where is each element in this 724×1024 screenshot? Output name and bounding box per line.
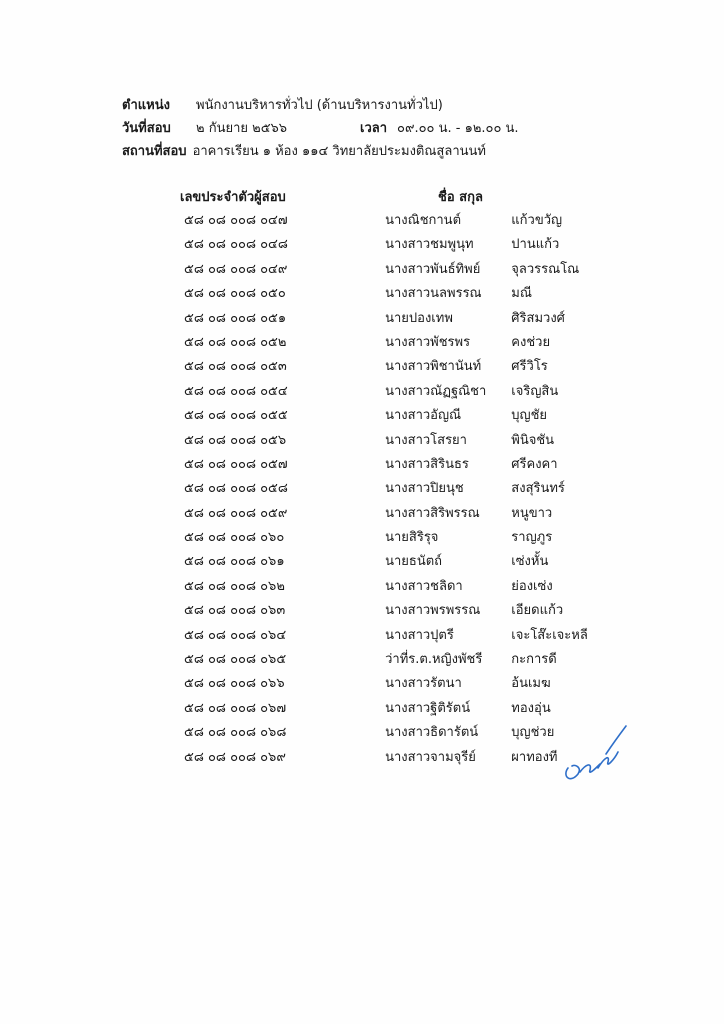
table-row [180,307,600,331]
candidate-id: ๕๘ ๐๘ ๐๐๘ ๐๕๔ [184,383,288,399]
candidate-first-name: นางสาวอัญณี [385,408,462,424]
candidate-first-name: นางสาวปิยนุช [385,481,464,497]
signature-mark [558,724,628,784]
table-row [180,355,600,379]
table-row [180,575,600,599]
table-row [180,282,600,306]
date-value: ๒ กันยาย ๒๕๖๖ [196,121,288,136]
candidate-last-name: พินิจชัน [511,432,555,448]
time-value: ๐๙.๐๐ น. - ๑๒.๐๐ น. [397,121,519,136]
candidate-id: ๕๘ ๐๘ ๐๐๘ ๐๕๕ [184,408,288,424]
candidate-last-name: บุญช่วย [511,725,555,741]
candidate-last-name: ปานแก้ว [511,237,560,253]
candidate-last-name: ศิริสมวงศ์ [511,310,565,326]
table-row [180,721,600,745]
time-label: เวลา [360,121,388,136]
candidate-id: ๕๘ ๐๘ ๐๐๘ ๐๖๒ [184,578,285,594]
candidate-last-name: เอียดแก้ว [511,603,564,619]
table-row [180,599,600,623]
candidate-last-name: ศรีวิโร [511,359,548,375]
candidate-last-name: ทองอุ่น [511,700,551,716]
table-row [180,258,600,282]
candidate-first-name: นางสาวณัฏฐณิชา [385,383,487,399]
candidate-last-name: เจะโส๊ะเจะหลี [511,627,588,643]
place-line [122,140,519,163]
candidate-last-name: สงสุรินทร์ [511,481,565,497]
column-header-name: ชื่อ สกุล [438,190,483,205]
candidate-last-name: ศรีคงคา [511,456,558,472]
table-row [180,477,600,501]
candidate-first-name: ว่าที่ร.ต.หญิงพัชรี [385,652,483,668]
candidate-first-name: นางสาวชมพูนุท [385,237,474,253]
position-value: พนักงานบริหารทั่วไป (ด้านบริหารงานทั่วไป) [196,98,443,113]
candidate-last-name: หนูขาว [511,505,553,521]
candidate-first-name: นางสาวธิดารัตน์ [385,725,479,741]
candidate-last-name: มณี [511,286,532,302]
candidate-id: ๕๘ ๐๘ ๐๐๘ ๐๖๖ [184,676,285,692]
candidate-id: ๕๘ ๐๘ ๐๐๘ ๐๖๕ [184,652,287,668]
candidate-id: ๕๘ ๐๘ ๐๐๘ ๐๕๐ [184,286,286,302]
candidate-last-name: อ้นเมฆ [511,676,551,692]
date-label: วันที่สอบ [122,121,171,136]
candidate-id: ๕๘ ๐๘ ๐๐๘ ๐๖๘ [184,725,287,741]
table-row [180,672,600,696]
table-row [180,429,600,453]
table-row [180,502,600,526]
table-row [180,624,600,648]
candidate-last-name: เจริญสิน [511,383,559,399]
candidate-last-name: ผาทองที [511,749,558,765]
table-row [180,233,600,257]
candidate-first-name: นายธนัตถ์ [385,554,443,570]
date-line [122,117,519,140]
place-label: สถานที่สอบ [122,144,187,159]
candidate-first-name: นางสาวนลพรรณ [385,286,482,302]
candidate-first-name: นางสาวรัตนา [385,676,462,692]
table-body [180,209,600,770]
candidate-first-name: นางสาวพิชานันท์ [385,359,482,375]
table-header [180,187,600,209]
candidate-table [180,187,600,770]
candidate-first-name: นางสาวโสรยา [385,432,467,448]
candidate-first-name: นางสาวสิรินธร [385,456,469,472]
table-row [180,404,600,428]
table-row [180,380,600,404]
candidate-id: ๕๘ ๐๘ ๐๐๘ ๐๕๖ [184,432,287,448]
candidate-id: ๕๘ ๐๘ ๐๐๘ ๐๕๓ [184,359,287,375]
table-row [180,331,600,355]
candidate-id: ๕๘ ๐๘ ๐๐๘ ๐๖๙ [184,749,286,765]
candidate-id: ๕๘ ๐๘ ๐๐๘ ๐๕๗ [184,456,288,472]
candidate-id: ๕๘ ๐๘ ๐๐๘ ๐๔๘ [184,237,288,253]
candidate-last-name: กะการดี [511,652,557,668]
candidate-last-name: เซ่งหั้น [511,554,549,570]
table-row [180,746,600,770]
candidate-id: ๕๘ ๐๘ ๐๐๘ ๐๖๔ [184,627,287,643]
candidate-first-name: นายสิริรุจ [385,530,439,546]
table-row [180,648,600,672]
candidate-id: ๕๘ ๐๘ ๐๐๘ ๐๔๙ [184,261,288,277]
candidate-first-name: นางสาวปุตรี [385,627,454,643]
place-value: อาคารเรียน ๑ ห้อง ๑๑๔ วิทยาลัยประมงติณสูลานนท์ [192,144,486,159]
candidate-id: ๕๘ ๐๘ ๐๐๘ ๐๖๐ [184,530,285,546]
candidate-id: ๕๘ ๐๘ ๐๐๘ ๐๖๗ [184,700,287,716]
candidate-first-name: นายปองเทพ [385,310,453,326]
candidate-last-name: ย่องเซ่ง [511,578,553,594]
candidate-last-name: จุลวรรณโณ [511,261,580,277]
table-row [180,526,600,550]
table-row [180,453,600,477]
candidate-first-name: นางสาวพัชรพร [385,334,471,350]
candidate-first-name: นางณิชกานต์ [385,213,462,228]
candidate-id: ๕๘ ๐๘ ๐๐๘ ๐๖๓ [184,603,286,619]
candidate-last-name: บุญชัย [511,408,548,424]
candidate-id: ๕๘ ๐๘ ๐๐๘ ๐๕๙ [184,505,288,521]
exam-header [122,94,519,163]
position-label: ตำแหน่ง [122,98,170,113]
candidate-last-name: ราญภูร [511,530,553,546]
candidate-first-name: นางสาวพรพรรณ [385,603,481,619]
candidate-first-name: นางสาวฐิติรัตน์ [385,700,471,716]
table-row [180,697,600,721]
candidate-first-name: นางสาวพันธ์ทิพย์ [385,261,481,277]
candidate-last-name: คงช่วย [511,334,551,350]
position-line [122,94,519,117]
table-row [180,550,600,574]
candidate-id: ๕๘ ๐๘ ๐๐๘ ๐๕๘ [184,481,288,497]
candidate-id: ๕๘ ๐๘ ๐๐๘ ๐๕๒ [184,334,287,350]
column-header-id: เลขประจำตัวผู้สอบ [180,190,286,205]
candidate-last-name: แก้วขวัญ [511,213,563,228]
candidate-first-name: นางสาวชลิดา [385,578,463,594]
candidate-first-name: นางสาวสิริพรรณ [385,505,480,521]
candidate-id: ๕๘ ๐๘ ๐๐๘ ๐๕๑ [184,310,287,326]
candidate-id: ๕๘ ๐๘ ๐๐๘ ๐๖๑ [184,554,285,570]
table-row [180,209,600,233]
candidate-id: ๕๘ ๐๘ ๐๐๘ ๐๔๗ [184,213,288,228]
candidate-first-name: นางสาวจามจุรีย์ [385,749,476,765]
